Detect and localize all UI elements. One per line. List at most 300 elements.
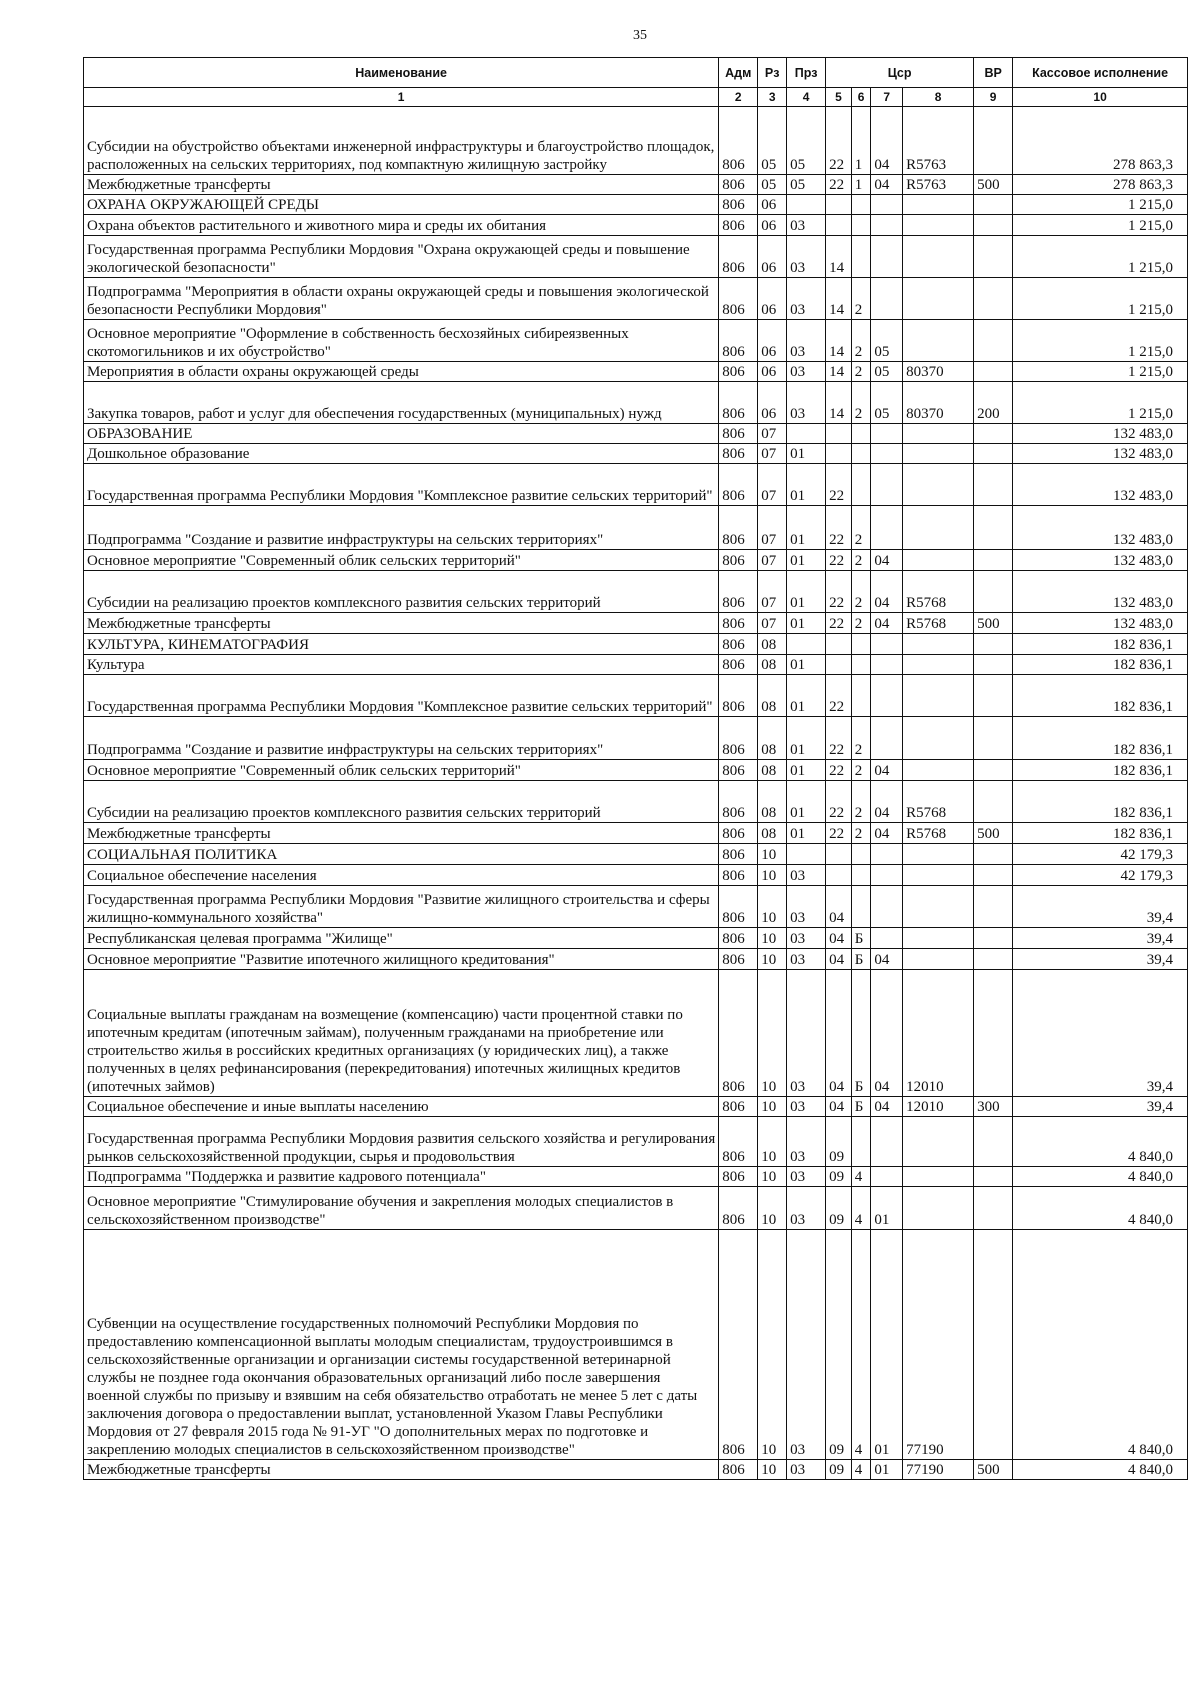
vr-code — [974, 1117, 1013, 1167]
vr-code — [974, 655, 1013, 675]
table-header-row — [84, 58, 1188, 88]
rz-code: 06 — [758, 215, 787, 236]
prz-code: 03 — [787, 320, 826, 362]
rz-code: 10 — [758, 949, 787, 970]
rz-code: 05 — [758, 107, 787, 175]
csr-part-8: R5768 — [903, 613, 974, 634]
rz-code: 06 — [758, 278, 787, 320]
csr-part-6: 2 — [851, 362, 871, 382]
col-number: 10 — [1013, 88, 1188, 107]
csr-part-7 — [871, 886, 903, 928]
vr-code: 200 — [974, 382, 1013, 424]
prz-code: 03 — [787, 970, 826, 1097]
execution-value: 39,4 — [1013, 949, 1188, 970]
vr-code — [974, 195, 1013, 215]
table-row — [84, 571, 1188, 613]
table-row — [84, 823, 1188, 844]
prz-code: 01 — [787, 760, 826, 781]
adm-code: 806 — [719, 844, 758, 865]
csr-part-8 — [903, 506, 974, 550]
rz-code: 08 — [758, 717, 787, 760]
csr-part-8 — [903, 928, 974, 949]
csr-part-8: 80370 — [903, 382, 974, 424]
rz-code: 07 — [758, 571, 787, 613]
csr-part-6: Б — [851, 970, 871, 1097]
table-row — [84, 1460, 1188, 1480]
csr-part-7: 04 — [871, 970, 903, 1097]
row-name: Мероприятия в области охраны окружающей среды — [84, 362, 719, 382]
table-row — [84, 175, 1188, 195]
header-vr: ВР — [974, 58, 1013, 88]
row-name: Государственная программа Республики Мордовия развития сельского хозяйства и регулирования рынков сельскохозяйственной продукции, сырья и продовольствия — [84, 1117, 719, 1167]
csr-part-7: 04 — [871, 175, 903, 195]
csr-part-6 — [851, 865, 871, 886]
prz-code: 03 — [787, 1167, 826, 1187]
row-name: ОХРАНА ОКРУЖАЮЩЕЙ СРЕДЫ — [84, 195, 719, 215]
csr-part-8 — [903, 949, 974, 970]
row-name: СОЦИАЛЬНАЯ ПОЛИТИКА — [84, 844, 719, 865]
adm-code: 806 — [719, 382, 758, 424]
execution-value: 42 179,3 — [1013, 844, 1188, 865]
rz-code: 07 — [758, 613, 787, 634]
prz-code — [787, 844, 826, 865]
csr-part-5 — [826, 444, 852, 464]
csr-part-6: 2 — [851, 760, 871, 781]
table-row — [84, 362, 1188, 382]
vr-code — [974, 506, 1013, 550]
csr-part-8 — [903, 655, 974, 675]
execution-value: 182 836,1 — [1013, 655, 1188, 675]
execution-value: 1 215,0 — [1013, 195, 1188, 215]
csr-part-8 — [903, 675, 974, 717]
row-name: Культура — [84, 655, 719, 675]
execution-value: 4 840,0 — [1013, 1460, 1188, 1480]
csr-part-8 — [903, 278, 974, 320]
prz-code: 01 — [787, 464, 826, 506]
prz-code: 01 — [787, 781, 826, 823]
csr-part-7 — [871, 444, 903, 464]
csr-part-5: 09 — [826, 1460, 852, 1480]
csr-part-6: Б — [851, 949, 871, 970]
csr-part-7 — [871, 424, 903, 444]
csr-part-5 — [826, 844, 852, 865]
row-name: Основное мероприятие "Современный облик сельских территорий" — [84, 760, 719, 781]
csr-part-5: 22 — [826, 175, 852, 195]
csr-part-6: 2 — [851, 550, 871, 571]
rz-code: 10 — [758, 1187, 787, 1230]
csr-part-8: 80370 — [903, 362, 974, 382]
adm-code: 806 — [719, 1187, 758, 1230]
prz-code: 01 — [787, 823, 826, 844]
vr-code — [974, 1167, 1013, 1187]
prz-code — [787, 424, 826, 444]
rz-code: 06 — [758, 320, 787, 362]
prz-code: 05 — [787, 107, 826, 175]
page-number: 35 — [633, 28, 647, 43]
header-rz: Рз — [758, 58, 787, 88]
rz-code: 08 — [758, 760, 787, 781]
adm-code: 806 — [719, 320, 758, 362]
adm-code: 806 — [719, 928, 758, 949]
csr-part-8 — [903, 320, 974, 362]
adm-code: 806 — [719, 823, 758, 844]
vr-code — [974, 107, 1013, 175]
csr-part-7 — [871, 717, 903, 760]
vr-code — [974, 464, 1013, 506]
csr-part-6: 4 — [851, 1230, 871, 1460]
prz-code: 03 — [787, 278, 826, 320]
csr-part-5 — [826, 215, 852, 236]
csr-part-7 — [871, 236, 903, 278]
table-row — [84, 550, 1188, 571]
csr-part-6: 1 — [851, 175, 871, 195]
execution-value: 182 836,1 — [1013, 634, 1188, 655]
adm-code: 806 — [719, 236, 758, 278]
execution-value: 132 483,0 — [1013, 424, 1188, 444]
row-name: Государственная программа Республики Мордовия "Охрана окружающей среды и повышение экологической безопасности" — [84, 236, 719, 278]
csr-part-5: 09 — [826, 1230, 852, 1460]
prz-code: 01 — [787, 444, 826, 464]
vr-code — [974, 760, 1013, 781]
execution-value: 1 215,0 — [1013, 362, 1188, 382]
csr-part-6 — [851, 1117, 871, 1167]
col-number: 9 — [974, 88, 1013, 107]
row-name: Межбюджетные трансферты — [84, 823, 719, 844]
csr-part-7: 05 — [871, 320, 903, 362]
vr-code — [974, 444, 1013, 464]
vr-code — [974, 550, 1013, 571]
row-name: Государственная программа Республики Мордовия "Комплексное развитие сельских территорий" — [84, 464, 719, 506]
row-name: Субвенции на осуществление государственных полномочий Республики Мордовия по предоставлению компенсационной выплаты молодым специалистам, трудоустроившимся в сельскохозяйственные организации и организации системы государственной ветеринарной службы не позднее года окончания образовательных организаций либо после завершения военной службы по призыву и взявшим на себя обязательство отработать не менее 5 лет с даты заключения договора о предоставлении выплат, установленной Указом Главы Республики Мордовия от 27 февраля 2015 года № 91-УГ "О дополнительных мерах по подготовке и закреплению молодых специалистов в сельскохозяйственном производстве" — [84, 1230, 719, 1460]
adm-code: 806 — [719, 550, 758, 571]
csr-part-8: R5768 — [903, 781, 974, 823]
table-row — [84, 781, 1188, 823]
vr-code — [974, 1187, 1013, 1230]
csr-part-6 — [851, 655, 871, 675]
csr-part-5: 22 — [826, 464, 852, 506]
csr-part-6: 4 — [851, 1167, 871, 1187]
row-name: ОБРАЗОВАНИЕ — [84, 424, 719, 444]
prz-code: 03 — [787, 886, 826, 928]
rz-code: 07 — [758, 550, 787, 571]
csr-part-6: 2 — [851, 571, 871, 613]
prz-code — [787, 195, 826, 215]
col-number: 6 — [851, 88, 871, 107]
header-name: Наименование — [84, 58, 719, 88]
rz-code: 08 — [758, 781, 787, 823]
csr-part-5: 14 — [826, 362, 852, 382]
table-row — [84, 613, 1188, 634]
csr-part-5: 22 — [826, 613, 852, 634]
csr-part-6 — [851, 444, 871, 464]
csr-part-7: 04 — [871, 107, 903, 175]
row-name: КУЛЬТУРА, КИНЕМАТОГРАФИЯ — [84, 634, 719, 655]
csr-part-6: 4 — [851, 1187, 871, 1230]
col-number: 4 — [787, 88, 826, 107]
vr-code: 500 — [974, 1460, 1013, 1480]
execution-value: 39,4 — [1013, 886, 1188, 928]
execution-value: 132 483,0 — [1013, 550, 1188, 571]
row-name: Подпрограмма "Создание и развитие инфраструктуры на сельских территориях" — [84, 717, 719, 760]
rz-code: 08 — [758, 823, 787, 844]
csr-part-6 — [851, 464, 871, 506]
csr-part-8: 12010 — [903, 970, 974, 1097]
csr-part-7 — [871, 464, 903, 506]
adm-code: 806 — [719, 865, 758, 886]
adm-code: 806 — [719, 444, 758, 464]
execution-value: 1 215,0 — [1013, 320, 1188, 362]
rz-code: 06 — [758, 362, 787, 382]
vr-code — [974, 362, 1013, 382]
vr-code — [974, 424, 1013, 444]
execution-value: 182 836,1 — [1013, 717, 1188, 760]
csr-part-5: 04 — [826, 886, 852, 928]
row-name: Субсидии на обустройство объектами инженерной инфраструктуры и благоустройство площадок, расположенных на сельских территориях, под компактную жилищную застройку — [84, 107, 719, 175]
prz-code: 03 — [787, 362, 826, 382]
rz-code: 07 — [758, 464, 787, 506]
rz-code: 10 — [758, 844, 787, 865]
table-row — [84, 320, 1188, 362]
row-name: Субсидии на реализацию проектов комплексного развития сельских территорий — [84, 571, 719, 613]
adm-code: 806 — [719, 1230, 758, 1460]
rz-code: 10 — [758, 865, 787, 886]
vr-code: 500 — [974, 175, 1013, 195]
rz-code: 07 — [758, 444, 787, 464]
rz-code: 06 — [758, 236, 787, 278]
prz-code: 03 — [787, 382, 826, 424]
csr-part-7 — [871, 278, 903, 320]
csr-part-8 — [903, 760, 974, 781]
csr-part-7 — [871, 195, 903, 215]
vr-code — [974, 717, 1013, 760]
rz-code: 07 — [758, 506, 787, 550]
table-row — [84, 444, 1188, 464]
row-name: Республиканская целевая программа "Жилище" — [84, 928, 719, 949]
csr-part-8 — [903, 1117, 974, 1167]
table-row — [84, 236, 1188, 278]
execution-value: 1 215,0 — [1013, 215, 1188, 236]
csr-part-8 — [903, 1167, 974, 1187]
adm-code: 806 — [719, 781, 758, 823]
adm-code: 806 — [719, 1460, 758, 1480]
adm-code: 806 — [719, 424, 758, 444]
rz-code: 10 — [758, 1230, 787, 1460]
adm-code: 806 — [719, 215, 758, 236]
csr-part-8 — [903, 717, 974, 760]
csr-part-7: 01 — [871, 1460, 903, 1480]
csr-part-8: 77190 — [903, 1460, 974, 1480]
table-row — [84, 865, 1188, 886]
execution-value: 132 483,0 — [1013, 571, 1188, 613]
execution-value: 39,4 — [1013, 928, 1188, 949]
vr-code — [974, 970, 1013, 1097]
table-row — [84, 506, 1188, 550]
execution-value: 278 863,3 — [1013, 107, 1188, 175]
adm-code: 806 — [719, 717, 758, 760]
row-name: Основное мероприятие "Развитие ипотечного жилищного кредитования" — [84, 949, 719, 970]
adm-code: 806 — [719, 886, 758, 928]
csr-part-8 — [903, 464, 974, 506]
adm-code: 806 — [719, 1117, 758, 1167]
prz-code: 03 — [787, 865, 826, 886]
csr-part-7: 04 — [871, 760, 903, 781]
csr-part-5 — [826, 655, 852, 675]
csr-part-5: 14 — [826, 382, 852, 424]
rz-code: 05 — [758, 175, 787, 195]
table-row — [84, 107, 1188, 175]
csr-part-7: 04 — [871, 949, 903, 970]
table-row — [84, 1117, 1188, 1167]
row-name: Основное мероприятие "Оформление в собственность бесхозяйных сибиреязвенных скотомогильников и их обустройство" — [84, 320, 719, 362]
csr-part-5: 22 — [826, 823, 852, 844]
table-row — [84, 655, 1188, 675]
csr-part-5: 04 — [826, 928, 852, 949]
vr-code — [974, 571, 1013, 613]
table-row — [84, 382, 1188, 424]
col-number: 2 — [719, 88, 758, 107]
row-name: Подпрограмма "Поддержка и развитие кадрового потенциала" — [84, 1167, 719, 1187]
adm-code: 806 — [719, 1097, 758, 1117]
execution-value: 1 215,0 — [1013, 278, 1188, 320]
prz-code: 03 — [787, 928, 826, 949]
csr-part-6 — [851, 195, 871, 215]
csr-part-8 — [903, 550, 974, 571]
prz-code: 03 — [787, 236, 826, 278]
col-number: 5 — [826, 88, 852, 107]
rz-code: 10 — [758, 1117, 787, 1167]
csr-part-6: Б — [851, 1097, 871, 1117]
csr-part-8 — [903, 886, 974, 928]
vr-code — [974, 886, 1013, 928]
execution-value: 132 483,0 — [1013, 464, 1188, 506]
table-row — [84, 928, 1188, 949]
table-row — [84, 1187, 1188, 1230]
vr-code — [974, 865, 1013, 886]
csr-part-6 — [851, 886, 871, 928]
csr-part-6: 2 — [851, 613, 871, 634]
table-row — [84, 1097, 1188, 1117]
row-name: Охрана объектов растительного и животного мира и среды их обитания — [84, 215, 719, 236]
execution-value: 39,4 — [1013, 1097, 1188, 1117]
vr-code — [974, 928, 1013, 949]
vr-code — [974, 215, 1013, 236]
csr-part-5: 09 — [826, 1187, 852, 1230]
vr-code — [974, 236, 1013, 278]
prz-code: 05 — [787, 175, 826, 195]
vr-code — [974, 634, 1013, 655]
execution-value: 4 840,0 — [1013, 1230, 1188, 1460]
csr-part-7: 05 — [871, 382, 903, 424]
prz-code: 01 — [787, 717, 826, 760]
rz-code: 08 — [758, 634, 787, 655]
header-prz: Прз — [787, 58, 826, 88]
prz-code: 03 — [787, 1460, 826, 1480]
csr-part-5: 22 — [826, 107, 852, 175]
rz-code: 10 — [758, 1460, 787, 1480]
csr-part-7 — [871, 655, 903, 675]
execution-value: 1 215,0 — [1013, 382, 1188, 424]
rz-code: 06 — [758, 195, 787, 215]
csr-part-7 — [871, 1117, 903, 1167]
adm-code: 806 — [719, 634, 758, 655]
row-name: Социальное обеспечение и иные выплаты населению — [84, 1097, 719, 1117]
csr-part-5: 09 — [826, 1117, 852, 1167]
row-name: Социальные выплаты гражданам на возмещение (компенсацию) части процентной ставки по ипотечным кредитам (ипотечным займам), полученным гражданами на приобретение или строительство жилья в российских кредитных организациях (у юридических лиц), а также полученных в целях рефинансирования (перекредитования) ипотечных жилищных кредитов (ипотечных займов) — [84, 970, 719, 1097]
prz-code: 01 — [787, 655, 826, 675]
col-number: 7 — [871, 88, 903, 107]
csr-part-6 — [851, 424, 871, 444]
adm-code: 806 — [719, 506, 758, 550]
row-name: Закупка товаров, работ и услуг для обеспечения государственных (муниципальных) нужд — [84, 382, 719, 424]
table-row — [84, 886, 1188, 928]
execution-value: 1 215,0 — [1013, 236, 1188, 278]
row-name: Межбюджетные трансферты — [84, 1460, 719, 1480]
adm-code: 806 — [719, 464, 758, 506]
csr-part-5: 14 — [826, 320, 852, 362]
csr-part-8: R5768 — [903, 823, 974, 844]
adm-code: 806 — [719, 970, 758, 1097]
rz-code: 10 — [758, 928, 787, 949]
csr-part-5: 09 — [826, 1167, 852, 1187]
row-name: Подпрограмма "Создание и развитие инфраструктуры на сельских территориях" — [84, 506, 719, 550]
table-row — [84, 424, 1188, 444]
rz-code: 10 — [758, 1167, 787, 1187]
csr-part-7: 04 — [871, 550, 903, 571]
csr-part-7: 04 — [871, 571, 903, 613]
csr-part-8 — [903, 634, 974, 655]
csr-part-5 — [826, 634, 852, 655]
prz-code: 03 — [787, 1230, 826, 1460]
adm-code: 806 — [719, 1167, 758, 1187]
csr-part-6: 1 — [851, 107, 871, 175]
csr-part-7: 01 — [871, 1230, 903, 1460]
csr-part-8 — [903, 215, 974, 236]
row-name: Социальное обеспечение населения — [84, 865, 719, 886]
execution-value: 4 840,0 — [1013, 1117, 1188, 1167]
row-name: Государственная программа Республики Мордовия "Комплексное развитие сельских территорий" — [84, 675, 719, 717]
csr-part-6: 2 — [851, 320, 871, 362]
csr-part-8 — [903, 424, 974, 444]
csr-part-7: 01 — [871, 1187, 903, 1230]
execution-value: 132 483,0 — [1013, 444, 1188, 464]
csr-part-8 — [903, 844, 974, 865]
adm-code: 806 — [719, 362, 758, 382]
csr-part-7: 04 — [871, 613, 903, 634]
csr-part-7: 04 — [871, 781, 903, 823]
adm-code: 806 — [719, 195, 758, 215]
prz-code: 03 — [787, 1187, 826, 1230]
csr-part-6: 2 — [851, 506, 871, 550]
csr-part-5 — [826, 424, 852, 444]
csr-part-5: 22 — [826, 550, 852, 571]
csr-part-6: 2 — [851, 717, 871, 760]
csr-part-7 — [871, 634, 903, 655]
prz-code: 01 — [787, 571, 826, 613]
csr-part-6: 2 — [851, 781, 871, 823]
vr-code — [974, 844, 1013, 865]
csr-part-7 — [871, 844, 903, 865]
col-number: 8 — [903, 88, 974, 107]
table-row — [84, 215, 1188, 236]
vr-code — [974, 278, 1013, 320]
prz-code: 03 — [787, 215, 826, 236]
csr-part-8 — [903, 1187, 974, 1230]
csr-part-7: 05 — [871, 362, 903, 382]
csr-part-8: R5768 — [903, 571, 974, 613]
header-adm: Адм — [719, 58, 758, 88]
vr-code: 500 — [974, 613, 1013, 634]
adm-code: 806 — [719, 613, 758, 634]
